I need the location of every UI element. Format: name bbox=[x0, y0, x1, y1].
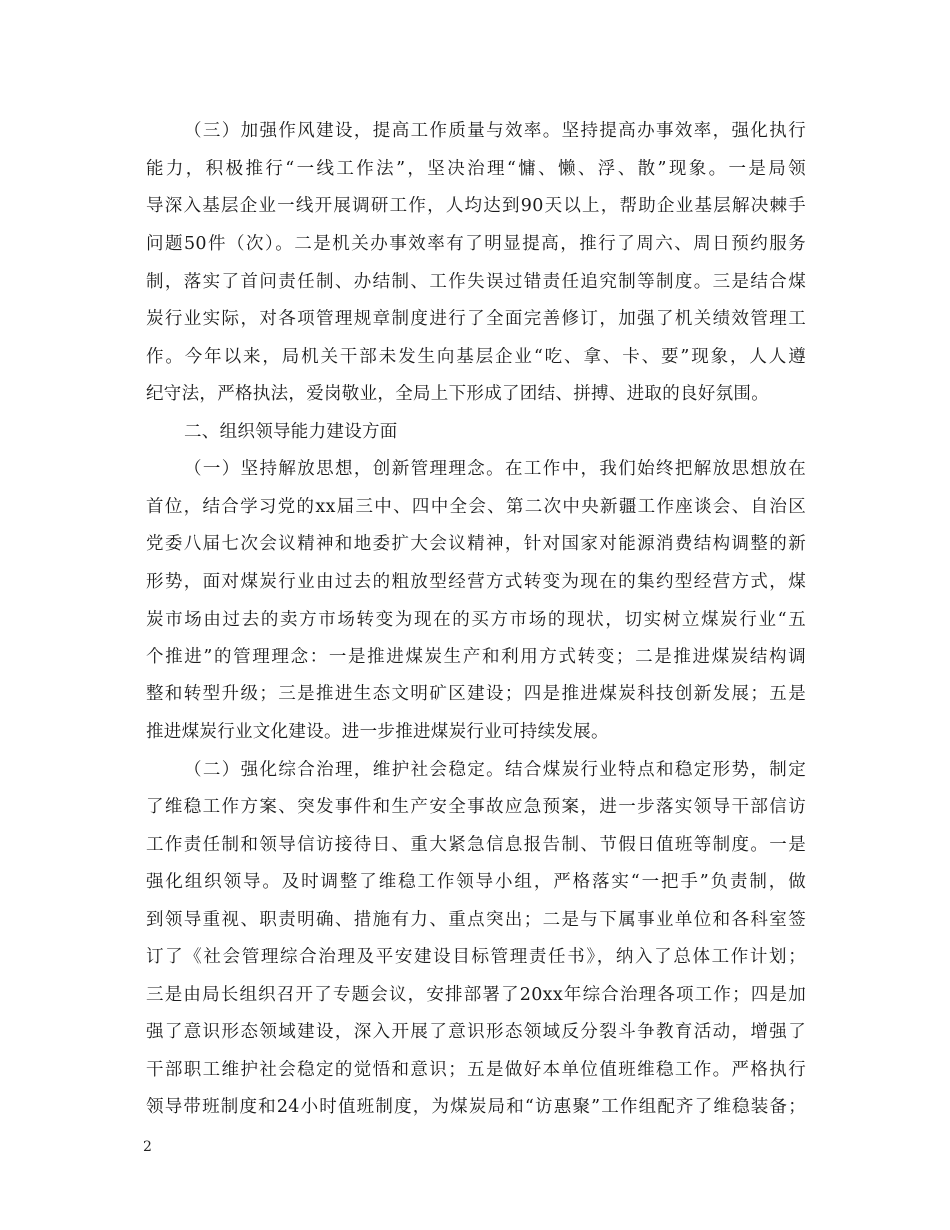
paragraph-line: 首位，结合学习党的xx届三中、四中全会、第二次中央新疆工作座谈会、自治区 bbox=[146, 497, 806, 517]
paragraph-line: 三是由局长组织召开了专题会议，安排部署了20xx年综合治理各项工作；四是加 bbox=[146, 985, 806, 1005]
paragraph-line: 导深入基层企业一线开展调研工作，人均达到90天以上，帮助企业基层解决棘手 bbox=[146, 196, 806, 216]
paragraph-line: 党委八届七次会议精神和地委扩大会议精神，针对国家对能源消费结构调整的新 bbox=[146, 534, 806, 554]
section-heading: 二、组织领导能力建设方面 bbox=[184, 422, 398, 442]
page-number: 2 bbox=[143, 1139, 152, 1155]
paragraph-line: （三）加强作风建设，提高工作质量与效率。坚持提高办事效率，强化执行 bbox=[184, 121, 806, 141]
paragraph-line: 推进煤炭行业文化建设。进一步推进煤炭行业可持续发展。 bbox=[146, 722, 609, 742]
paragraph-line: 到领导重视、职责明确、措施有力、重点突出；二是与下属事业单位和各科室签 bbox=[146, 910, 806, 930]
paragraph-line: 形势，面对煤炭行业由过去的粗放型经营方式转变为现在的集约型经营方式，煤 bbox=[146, 572, 806, 592]
paragraph-line: 制，落实了首问责任制、办结制、工作失误过错责任追究制等制度。三是结合煤 bbox=[146, 272, 806, 292]
paragraph-line: 作。今年以来，局机关干部未发生向基层企业“吃、拿、卡、要”现象，人人遵 bbox=[146, 347, 806, 367]
paragraph-line: 能力，积极推行“一线工作法”，坚决治理“慵、懒、浮、散”现象。一是局领 bbox=[146, 159, 806, 179]
paragraph-line: （一）坚持解放思想，创新管理理念。在工作中，我们始终把解放思想放在 bbox=[184, 459, 806, 479]
paragraph-line: 问题50件（次）。二是机关办事效率有了明显提高，推行了周六、周日预约服务 bbox=[146, 234, 806, 254]
paragraph-line: 个推进”的管理理念：一是推进煤炭生产和利用方式转变；二是推进煤炭结构调 bbox=[146, 647, 806, 667]
paragraph-line: 纪守法，严格执法，爱岗敬业，全局上下形成了团结、拼搏、进取的良好氛围。 bbox=[146, 384, 769, 404]
paragraph-line: 强化组织领导。及时调整了维稳工作领导小组，严格落实“一把手”负责制，做 bbox=[146, 872, 806, 892]
paragraph-line: 炭市场由过去的卖方市场转变为现在的买方市场的现状，切实树立煤炭行业“五 bbox=[146, 610, 806, 630]
paragraph-line: 炭行业实际，对各项管理规章制度进行了全面完善修订，加强了机关绩效管理工 bbox=[146, 309, 806, 329]
paragraph-line: 了维稳工作方案、突发事件和生产安全事故应急预案，进一步落实领导干部信访 bbox=[146, 797, 806, 817]
paragraph-line: 整和转型升级；三是推进生态文明矿区建设；四是推进煤炭科技创新发展；五是 bbox=[146, 684, 806, 704]
paragraph-line: 领导带班制度和24小时值班制度，为煤炭局和“访惠聚”工作组配齐了维稳装备； bbox=[146, 1097, 806, 1117]
paragraph-line: 订了《社会管理综合治理及平安建设目标管理责任书》，纳入了总体工作计划； bbox=[146, 947, 806, 967]
paragraph-line: （二）强化综合治理，维护社会稳定。结合煤炭行业特点和稳定形势，制定 bbox=[184, 760, 806, 780]
paragraph-line: 干部职工维护社会稳定的觉悟和意识；五是做好本单位值班维稳工作。严格执行 bbox=[146, 1060, 806, 1080]
paragraph-line: 工作责任制和领导信访接待日、重大紧急信息报告制、节假日值班等制度。一是 bbox=[146, 835, 806, 855]
paragraph-line: 强了意识形态领域建设，深入开展了意识形态领域反分裂斗争教育活动，增强了 bbox=[146, 1022, 806, 1042]
